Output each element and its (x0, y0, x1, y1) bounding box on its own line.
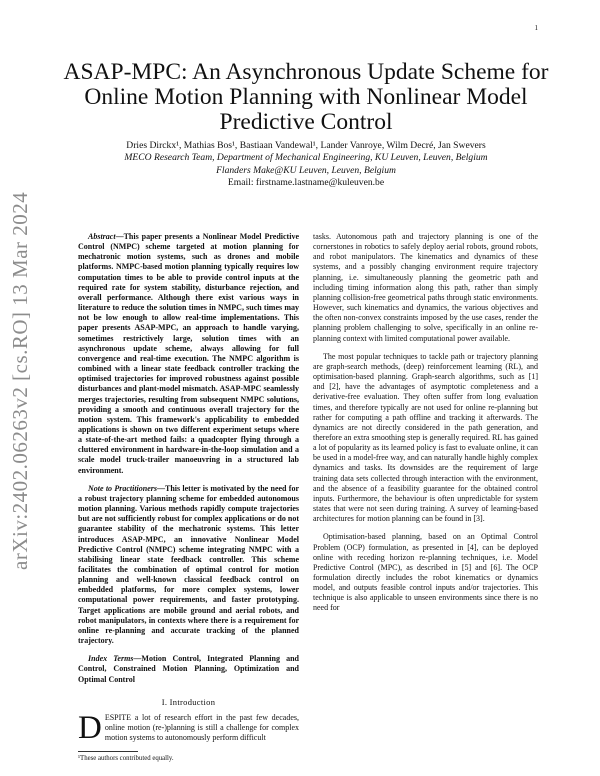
right-paragraph-3: Optimisation-based planning, based on an Optimal Control Problem (OCP) formulation, as presented in [4], can be deployed online with receding horizon re-planning techniques, i.e. Model Predictive Control (MPC), as described in [5] and [6]. The OCP formulation directly includes the robot kinematics or dynamics model, and outputs feasible control inputs and/or trajectories. This technique is also applicable to unseen environments since there is no need for (313, 532, 538, 613)
practitioners-note (78, 484, 299, 647)
affiliation-2: Flanders Make@KU Leuven, Leuven, Belgium (216, 164, 396, 176)
right-column (313, 232, 538, 614)
affiliation-1: MECO Research Team, Department of Mechanical Engineering, KU Leuven, Leuven, Belgium (124, 152, 488, 164)
practitioners-text: —This letter is motivated by the need for a robust trajectory planning scheme for embedded autonomous motion planning. Various methods rapidly compute trajectories but are not sufficiently robust for complex applications or do not guarantee stability of the mechatronic systems. This letter introduces ASAP-MPC, an innovative Nonlinear Model Predictive Control (NMPC) scheme integrating NMPC with a stabilising linear state feedback controller. This scheme facilitates the combination of optimal control for motion planning and well-known classical feedback control on embedded platforms, for more complex systems, lower computational power requirements, and faster prototyping. Target applications are mobile ground and aerial robots, and robot manipulators, in contexts where there is a requirement for online re-planning and accurate tracking of the planned trajectory. (78, 483, 299, 646)
author-block (40, 140, 572, 190)
paper-title: ASAP-MPC: An Asynchronous Update Scheme for Online Motion Planning with Nonlinear Model Predictive Control (63, 59, 549, 135)
index-terms-text: —Motion Control, Integrated Planning and Control, Constrained Motion Planning, Optimization and Optimal Control (78, 654, 299, 684)
right-paragraph-2: The most popular techniques to tackle path or trajectory planning are graph-search methods, (deep) reinforcement learning (RL), and optimisation-based planning. Graph-search algorithms, such as [1] and [2], have the advantages of asymptotic completeness and a derivative-free evaluation. They often suffer from long evaluation times, and therefore typically are not used for online re-planning but rather for computing a path offline and tracking it afterwards. The dynamics are not directly considered in the path generation, and therefore an extra smoothing step is generally required. RL has gained a lot of popularity as its learned policy is fast to evaluate online, it can be used in a model-free way, and can naturally handle highly complex dynamics and tasks. Its downsides are the requirement of large training data sets collected through interaction with the environment, and the absence of a feasibility guarantee for the obtained control inputs. Furthermore, the behaviour is often unpredictable for system states that were not seen during training. A survey of learning-based architectures for motion planning can be found in [3]. (313, 351, 538, 524)
arxiv-stamp: arXiv:2402.06263v2 [cs.RO] 13 Mar 2024 (8, 191, 32, 570)
dropcap: D (78, 709, 102, 746)
page-number: 1 (534, 24, 538, 32)
index-terms-label: Index Terms (88, 654, 134, 664)
author-list: Dries Dirckx¹, Mathias Bos¹, Bastiaan Vandewal¹, Lander Vanroye, Wilm Decré, Jan Swevers (126, 140, 486, 151)
left-column (78, 232, 299, 763)
practitioners-label: Note to Practitioners (88, 483, 157, 493)
footnote-rule (78, 751, 138, 752)
footnote: ¹These authors contributed equally. (78, 755, 174, 763)
abstract-text: —This paper presents a Nonlinear Model Predictive Control (NMPC) scheme targeted at motion planning for mechatronic motion systems, such as drones and mobile platforms. NMPC-based motion planning typically requires low computation times to be able to provide control inputs at the required rate for system stability, disturbance rejection, and overall performance. Although there exist various ways in literature to reduce the solution times in NMPC, such times may not be low enough to allow real-time implementations. This paper presents ASAP-MPC, an approach to handle varying, sometimes restrictively large, solution times with an asynchronous update scheme, always allowing for full convergence and real-time execution. The NMPC algorithm is combined with a linear state feedback controller tracking the optimised trajectories for improved robustness against possible disturbances and plant-model mismatch. ASAP-MPC seamlessly merges trajectories, resulting from subsequent NMPC solutions, providing a smooth and continuous overall trajectory for the motion system. This framework's applicability to embedded applications is shown on two different experiment setups where a state-of-the-art method fails: a quadcopter flying through a cluttered environment in hardware-in-the-loop simulation and a scale model truck-trailer manoeuvring in a structured lab environment. (78, 232, 299, 475)
email-line: Email: firstname.lastname@kuleuven.be (227, 177, 385, 189)
right-paragraph-1: tasks. Autonomous path and trajectory planning is one of the cornerstones in robotics to safely deploy aerial robots, ground robots, and robot manipulators. The kinematics and dynamics of these systems, and a possibly changing environment require trajectory planning, i.e. simultaneously planning the geometric path and including timing information along this path, rather than simply planning collision-free geometrical paths through static environments. However, such kinematics and dynamics, the various objectives and the often non-convex constraints imposed by the use cases, render the planning problem challenging to solve, specifically in an online re-planning context with limited computational power available. (313, 232, 538, 343)
section-heading: I. Introduction (161, 696, 216, 707)
intro-text: ESPITE a lot of research effort in the past few decades, online motion (re-)planning is still a challenge for complex motion systems to autonomously perform difficult (104, 712, 299, 743)
index-terms (78, 654, 299, 684)
abstract-label: Abstract (88, 232, 116, 241)
abstract (78, 232, 299, 476)
intro-paragraph (78, 709, 299, 746)
